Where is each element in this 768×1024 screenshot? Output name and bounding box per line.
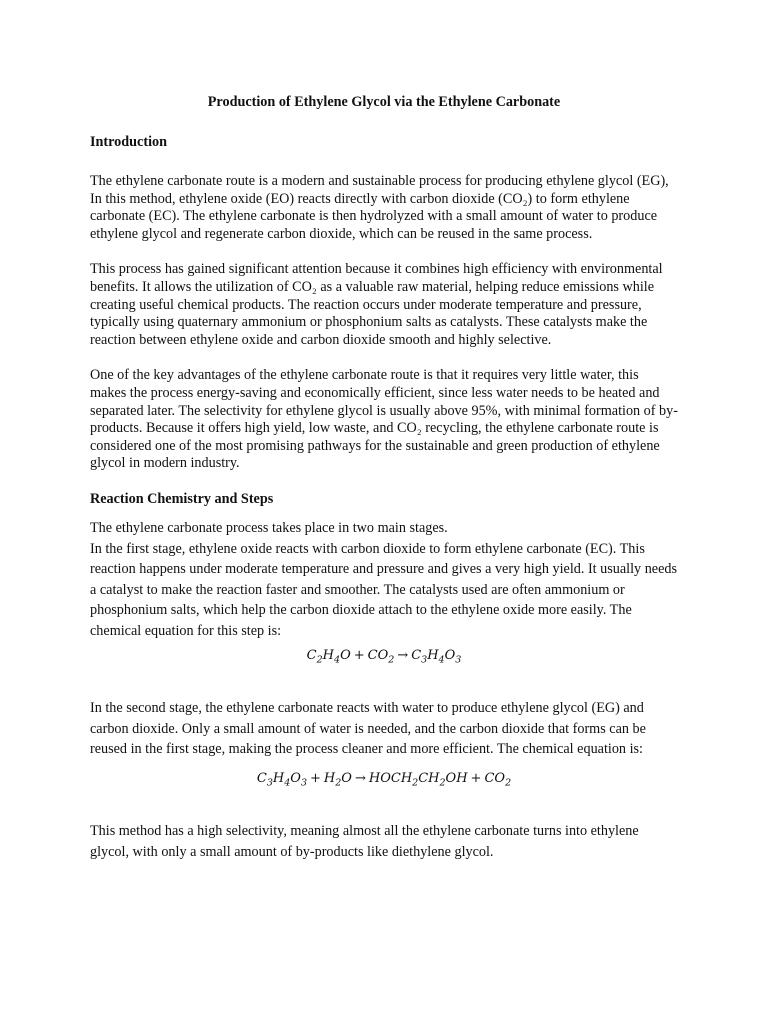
eq1-reaction-arrow: →	[397, 648, 409, 664]
eq2-product-2: $CO_2$	[484, 770, 512, 789]
eq2-plus-sign-1: +	[310, 770, 321, 786]
document-page	[90, 92, 678, 863]
intro-paragraph-2: This process has gained significant attention because it combines high efficiency with environmental benefits. It allows the utilization of CO₂ as a valuable raw material, helping reduce emissions while creating useful chemical products. The reaction occurs under moderate temperature and pressure, typically using quaternary ammonium or phosphonium salts as catalysts. These catalysts make the reaction between ethylene oxide and carbon dioxide smooth and highly selective.	[90, 261, 663, 348]
document-title: Production of Ethylene Glycol via the Ethylene Carbonate	[207, 94, 561, 110]
eq2-reaction-arrow: →	[354, 770, 366, 786]
closing-paragraph: This method has a high selectivity, meaning almost all the ethylene carbonate turns into ethylene glycol, with only a small amount of by-products like diethylene glycol.	[90, 823, 639, 861]
eq1-product-1: $C_3H_4O_3$	[411, 648, 462, 667]
equation-ethylene-carbonate-formation	[90, 646, 678, 671]
intro-paragraph-1: The ethylene carbonate route is a modern and sustainable process for producing ethylene glycol (EG), In this method, ethylene oxide (EO) reacts directly with carbon dioxide (CO₂) to form ethylene carbonate (EC). The ethylene carbonate is then hydrolyzed with a small amount of water to produce ethylene glycol and regenerate carbon dioxide, which can be reused in the same process.	[90, 173, 669, 242]
section-heading-reaction-chemistry: Reaction Chemistry and Steps	[90, 490, 274, 507]
eq2-product-1: $HOCH_2CH_2OH$	[368, 770, 468, 789]
section-heading-introduction: Introduction	[90, 134, 167, 150]
eq1-plus-sign: +	[353, 648, 365, 664]
equation-ethylene-glycol-formation	[90, 769, 678, 794]
stages-intro-text: The ethylene carbonate process takes place in two main stages.	[90, 519, 448, 536]
eq1-reactant-1: $C_2H_4O$	[306, 648, 351, 667]
eq2-reactant-2: $H_2O$	[323, 770, 352, 789]
stage-one-paragraph: In the first stage, ethylene oxide reacts with carbon dioxide to form ethylene carbonate (EC). This reaction happens under moderate temperature and pressure and gives a very high yield. It usually needs a catalyst to make the reaction faster and smoother. The catalysts used are often ammonium or phosphonium salts, which help the carbon dioxide attach to the ethylene oxide more easily. The chemical equation for this step is:	[90, 540, 677, 639]
eq2-plus-sign-2: +	[470, 770, 482, 786]
eq1-reactant-2: $CO_2$	[367, 648, 395, 667]
intro-paragraph-3: One of the key advantages of the ethylene carbonate route is that it requires very little water, this makes the process energy-saving and economically efficient, since less water needs to be heated and separated later. The selectivity for ethylene glycol is usually above 95%, with minimal formation of by-products. Because it offers high yield, low waste, and CO₂ recycling, the ethylene carbonate route is considered one of the most promising pathways for the sustainable and green production of ethylene glycol in modern industry.	[90, 367, 678, 472]
eq2-reactant-1: $C_3H_4O_3$	[256, 770, 307, 789]
stage-two-paragraph: In the second stage, the ethylene carbonate reacts with water to produce ethylene glycol (EG) and carbon dioxide. Only a small amount of water is needed, and the carbon dioxide that forms can be reused in the first stage, making the process cleaner and more efficient. The chemical equation is:	[90, 700, 646, 758]
